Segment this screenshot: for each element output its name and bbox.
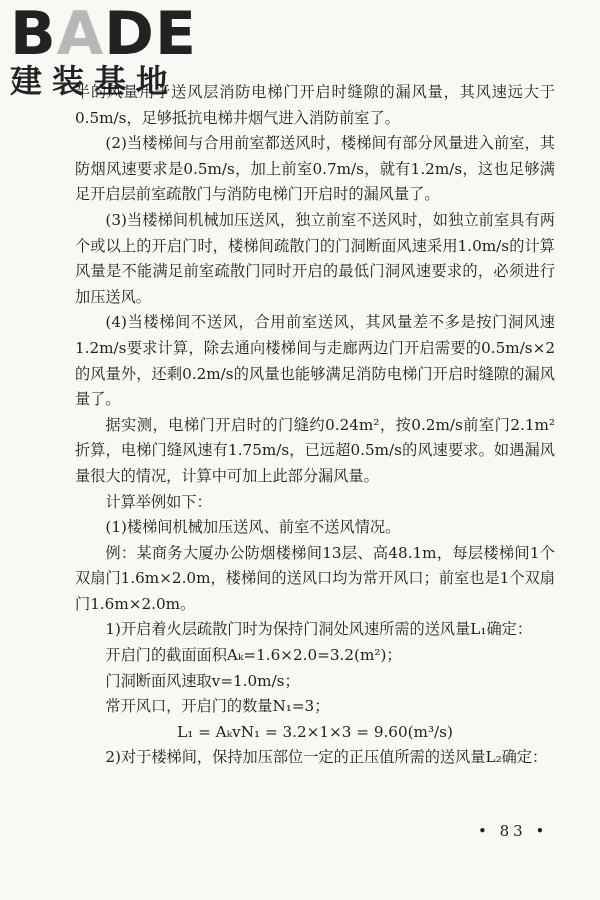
paragraph-item-3: (3)当楼梯间机械加压送风，独立前室不送风时，如独立前室具有两个或以上的开启门时，楼梯间疏散门的门洞断面风速采用1.0m/s的计算风量是不能满足前室疏散门同时开启的最低门洞风速要求的，必须进行加压送风。: [75, 210, 555, 306]
paragraph-example: 例：某商务大厦办公防烟楼梯间13层、高48.1m，每层楼梯间1个双扇门1.6m×2.0m，楼梯间的送风口均为常开风口；前室也是1个双扇门1.6m×2.0m。: [75, 543, 555, 613]
page-number: • 83 •: [478, 822, 549, 840]
paragraph-item-4: (4)当楼梯间不送风，合用前室送风，其风量差不多是按门洞风速1.2m/s要求计算，除去通向楼梯间与走廊两边门开启需要的0.5m/s×2的风量外，还剩0.2m/s的风量也能够满足消防电梯门开启时缝隙的漏风量了。: [75, 313, 555, 409]
paragraph-step-2: 2)对于楼梯间，保持加压部位一定的正压值所需的送风量L₂确定：: [105, 748, 548, 767]
watermark-brand-cn: 建装基地: [10, 62, 179, 100]
paragraph-door-area: 开启门的截面面积Aₖ=1.6×2.0=3.2(m²)；: [105, 646, 402, 665]
formula-l1: L₁ = AₖvN₁ = 3.2×1×3 = 9.60(m³/s): [177, 722, 453, 741]
paragraph-air-velocity: 门洞断面风速取v=1.0m/s；: [105, 671, 300, 690]
paragraph-example-intro: 计算举例如下：: [105, 492, 212, 511]
page-body: [75, 80, 555, 771]
paragraph-item-2: (2)当楼梯间与合用前室都送风时，楼梯间有部分风量进入前室，其防烟风速要求是0.5m/s，加上前室0.7m/s，就有1.2m/s，这也足够满足开启层前室疏散门与消防电梯门开启时的漏风量了。: [75, 134, 555, 204]
paragraph-case-1: (1)楼梯间机械加压送风、前室不送风情况。: [105, 518, 401, 537]
watermark-brand: BADE: [10, 0, 197, 69]
paragraph-measurement: 据实测，电梯门开启时的门缝约0.24m²，按0.2m/s前室门2.1m²折算，电梯门缝风速有1.75m/s，已远超0.5m/s的风速要求。如遇漏风量很大的情况，计算中可加上此部分漏风量。: [75, 415, 555, 485]
paragraph-door-count: 常开风口，开启门的数量N₁=3；: [105, 697, 330, 716]
paragraph-continued: 半的风量用于送风层消防电梯门开启时缝隙的漏风量，其风速远大于0.5m/s，足够抵抗电梯井烟气进入消防前室了。: [75, 83, 555, 127]
paragraph-step-1: 1)开启着火层疏散门时为保持门洞处风速所需的送风量L₁确定：: [105, 620, 533, 639]
